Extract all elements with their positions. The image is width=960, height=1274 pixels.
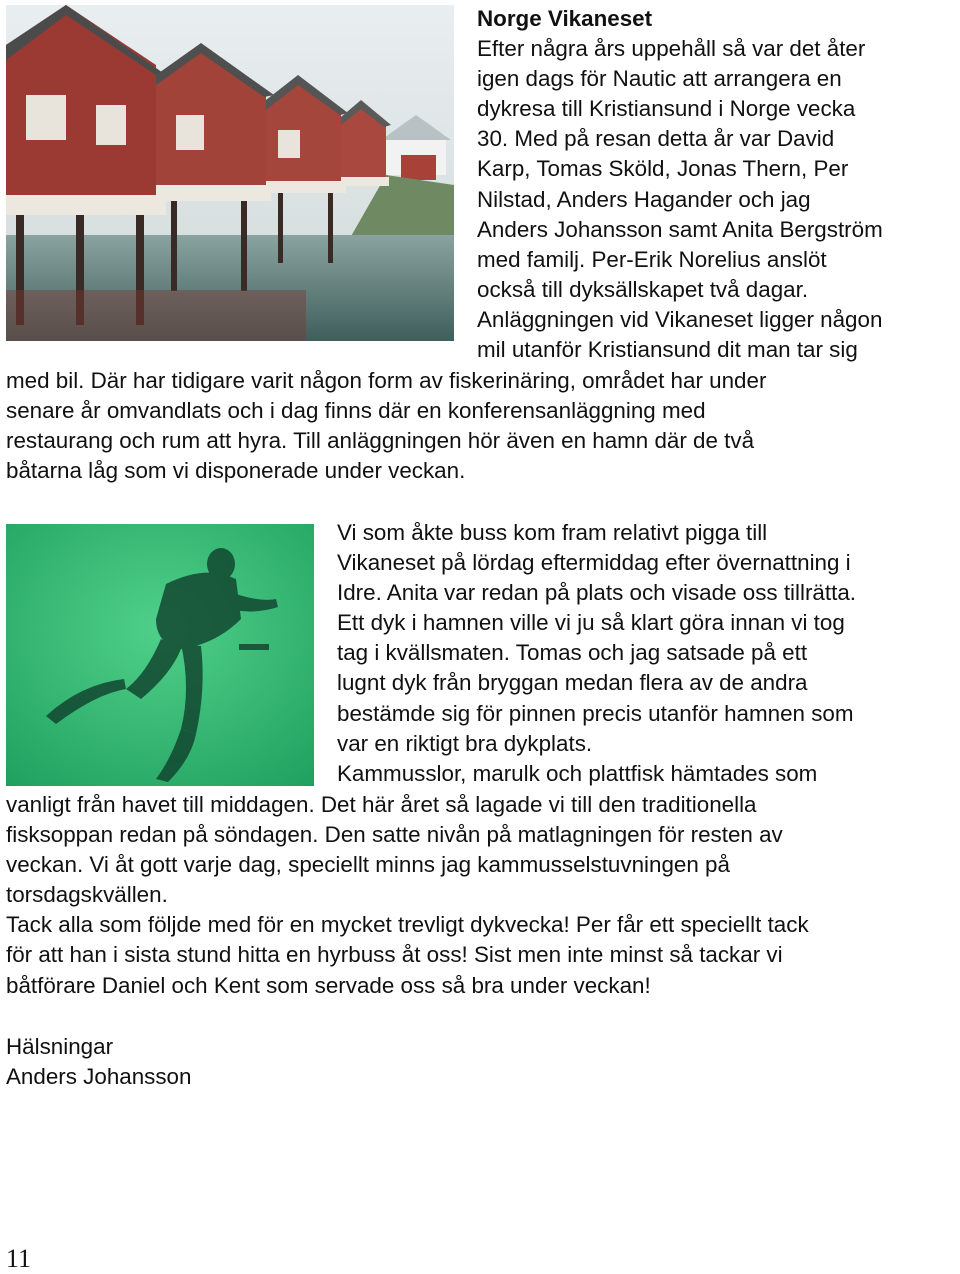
- text-line: lugnt dyk från bryggan medan flera av de andra: [337, 670, 808, 696]
- boathouses-photo: [6, 5, 454, 341]
- text-line: också till dyksällskapet två dagar.: [477, 276, 809, 302]
- text-line: 30. Med på resan detta år var David: [477, 126, 835, 152]
- text-line: Anders Johansson samt Anita Bergström: [477, 216, 883, 242]
- text-line: med familj. Per-Erik Norelius anslöt: [477, 246, 827, 272]
- boathouses-illustration: [6, 5, 454, 341]
- text-line: Efter några års uppehåll så var det åter: [477, 36, 866, 62]
- text-line: bestämde sig för pinnen precis utanför hamnen som: [337, 700, 854, 726]
- text-line: Kammusslor, marulk och plattfisk hämtades som: [337, 760, 818, 786]
- text-line: veckan. Vi åt gott varje dag, speciellt minns jag kammusselstuvningen på: [6, 852, 730, 878]
- intro-continuation-block: [6, 366, 766, 486]
- text-line: båtarna låg som vi disponerade under veckan.: [6, 458, 466, 484]
- author-name: Anders Johansson: [6, 1064, 192, 1090]
- greeting: Hälsningar: [6, 1034, 114, 1059]
- text-line: Vikaneset på lördag eftermiddag efter övernattning i: [337, 550, 851, 576]
- diver-illustration: [6, 524, 314, 786]
- diver-photo: [6, 524, 314, 786]
- text-line: båtförare Daniel och Kent som servade oss så bra under veckan!: [6, 972, 651, 998]
- text-line: senare år omvandlats och i dag finns där en konferensanläggning med: [6, 398, 706, 424]
- article-title: Norge Vikaneset: [477, 6, 653, 31]
- text-line: fisksoppan redan på söndagen. Den satte nivån på matlagningen för resten av: [6, 822, 783, 848]
- text-line: med bil. Där har tidigare varit någon form av fiskerinäring, området har under: [6, 368, 767, 393]
- text-line: tag i kvällsmaten. Tomas och jag satsade på ett: [337, 640, 808, 666]
- signature-block: [6, 1032, 191, 1092]
- text-line: dykresa till Kristiansund i Norge vecka: [477, 96, 856, 122]
- closing-text-block: [6, 790, 809, 1001]
- text-line: torsdagskvällen.: [6, 882, 168, 908]
- text-line: Idre. Anita var redan på plats och visade oss tillrätta.: [337, 580, 856, 606]
- text-line: Nilstad, Anders Hagander och jag: [477, 186, 811, 212]
- text-line: restaurang och rum att hyra. Till anläggningen hör även en hamn där de två: [6, 428, 755, 454]
- text-line: Vi som åkte buss kom fram relativt pigga till: [337, 520, 768, 545]
- text-line: Anläggningen vid Vikaneset ligger någon: [477, 306, 883, 332]
- text-line: mil utanför Kristiansund dit man tar sig: [477, 337, 858, 363]
- text-line: Tack alla som följde med för en mycket trevligt dykvecka! Per får ett speciellt tack: [6, 912, 809, 938]
- text-line: igen dags för Nautic att arrangera en: [477, 66, 842, 92]
- page-number: 11: [6, 1244, 32, 1273]
- text-line: Ett dyk i hamnen ville vi ju så klart göra innan vi tog: [337, 610, 845, 636]
- text-line: vanligt från havet till middagen. Det här året så lagade vi till den traditionella: [6, 792, 757, 817]
- intro-text-block: [477, 4, 883, 365]
- arrival-text-block: [337, 518, 856, 789]
- text-line: för att han i sista stund hitta en hyrbuss åt oss! Sist men inte minst så tackar vi: [6, 942, 783, 968]
- text-line: Karp, Tomas Sköld, Jonas Thern, Per: [477, 156, 849, 182]
- text-line: var en riktigt bra dykplats.: [337, 730, 593, 756]
